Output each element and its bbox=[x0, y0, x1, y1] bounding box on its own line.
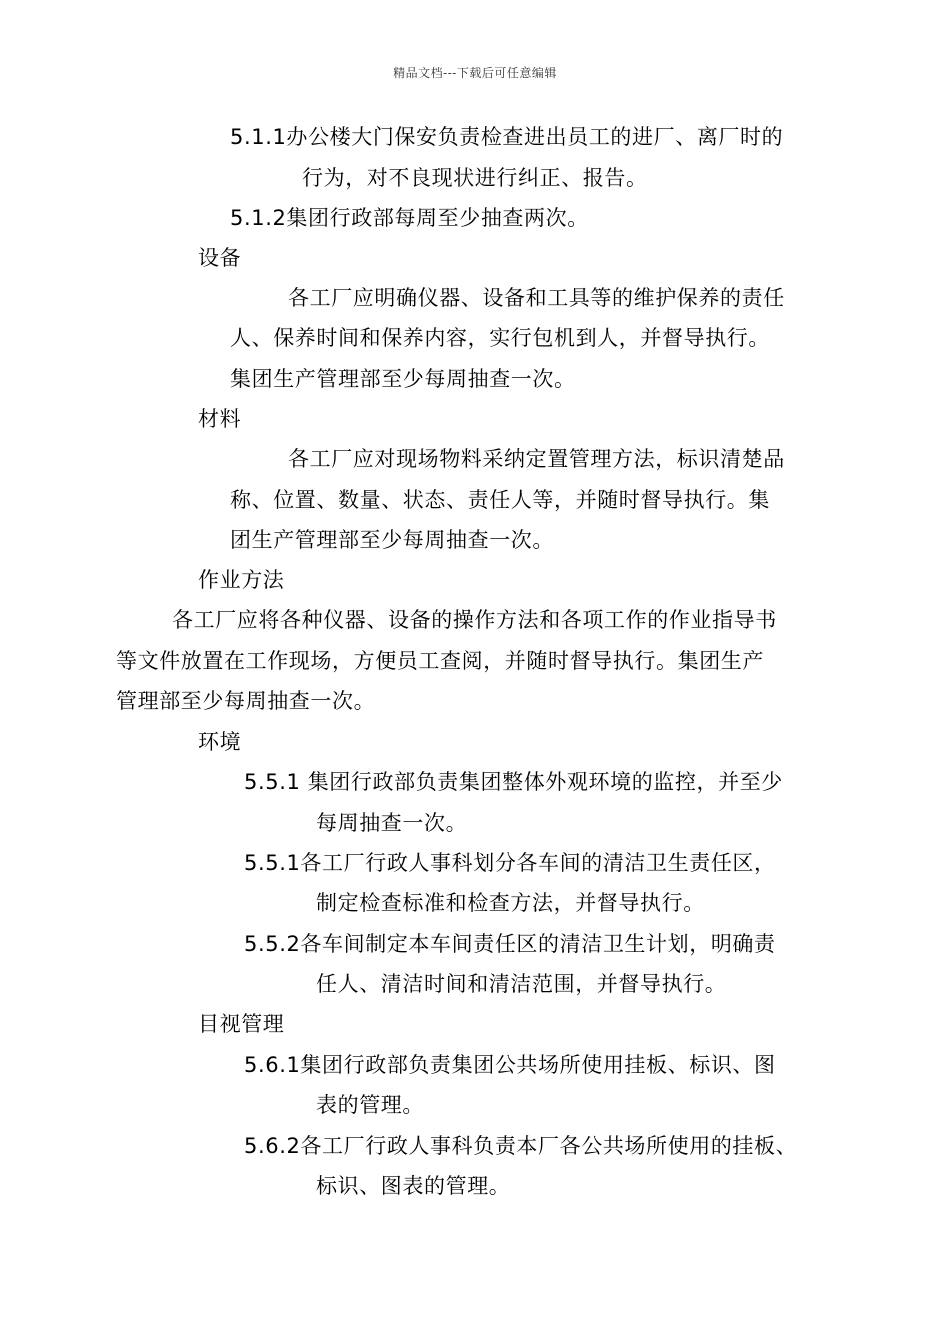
clause-5-1-1: 5.1.1办公楼大门保安负责检查进出员工的进厂、离厂时的 bbox=[230, 125, 784, 149]
section-heading-visual-management: 目视管理 bbox=[198, 1012, 285, 1036]
clause-5-6-2-cont: 标识、图表的管理。 bbox=[316, 1174, 511, 1198]
clause-5-5-2: 5.5.2各车间制定本车间责任区的清洁卫生计划，明确责 bbox=[244, 932, 776, 956]
materials-para-line-3: 团生产管理部至少每周抽查一次。 bbox=[230, 528, 554, 552]
clause-5-6-2: 5.6.2各工厂行政人事科负责本厂各公共场所使用的挂板、 bbox=[244, 1134, 798, 1158]
materials-para-line-1: 各工厂应对现场物料采纳定置管理方法，标识清楚品 bbox=[288, 447, 785, 471]
equipment-para-line-2: 人、保养时间和保养内容，实行包机到人，并督导执行。 bbox=[230, 326, 770, 350]
equipment-para-line-1: 各工厂应明确仪器、设备和工具等的维护保养的责任 bbox=[288, 286, 785, 310]
clause-5-5-1-b: 5.5.1各工厂行政人事科划分各车间的清洁卫生责任区， bbox=[244, 851, 776, 875]
work-methods-para-line-2: 等文件放置在工作现场，方便员工查阅，并随时督导执行。集团生产 bbox=[116, 649, 764, 673]
section-heading-work-methods: 作业方法 bbox=[198, 568, 285, 592]
equipment-para-line-3: 集团生产管理部至少每周抽查一次。 bbox=[230, 367, 576, 391]
clause-5-6-1: 5.6.1集团行政部负责集团公共场所使用挂板、标识、图 bbox=[244, 1053, 776, 1077]
clause-5-5-1-a-cont: 每周抽查一次。 bbox=[316, 811, 468, 835]
materials-para-line-2: 称、位置、数量、状态、责任人等，并随时督导执行。集 bbox=[230, 488, 770, 512]
section-heading-materials: 材料 bbox=[198, 407, 242, 431]
section-heading-equipment: 设备 bbox=[198, 246, 242, 270]
work-methods-para-line-3: 管理部至少每周抽查一次。 bbox=[116, 689, 376, 713]
clause-5-1-1-cont: 行为，对不良现状进行纠正、报告。 bbox=[302, 166, 648, 190]
clause-5-1-2: 5.1.2集团行政部每周至少抽查两次。 bbox=[230, 206, 589, 230]
clause-5-6-1-cont: 表的管理。 bbox=[316, 1093, 424, 1117]
clause-5-5-2-cont: 任人、清洁时间和清洁范围，并督导执行。 bbox=[316, 972, 727, 996]
section-heading-environment: 环境 bbox=[198, 730, 242, 754]
work-methods-para-line-1: 各工厂应将各种仪器、设备的操作方法和各项工作的作业指导书 bbox=[172, 608, 777, 632]
clause-5-5-1-a: 5.5.1 集团行政部负责集团整体外观环境的监控，并至少 bbox=[244, 770, 783, 794]
page-header: 精品文档---下载后可任意编辑 bbox=[393, 66, 557, 80]
clause-5-5-1-b-cont: 制定检查标准和检查方法，并督导执行。 bbox=[316, 891, 705, 915]
